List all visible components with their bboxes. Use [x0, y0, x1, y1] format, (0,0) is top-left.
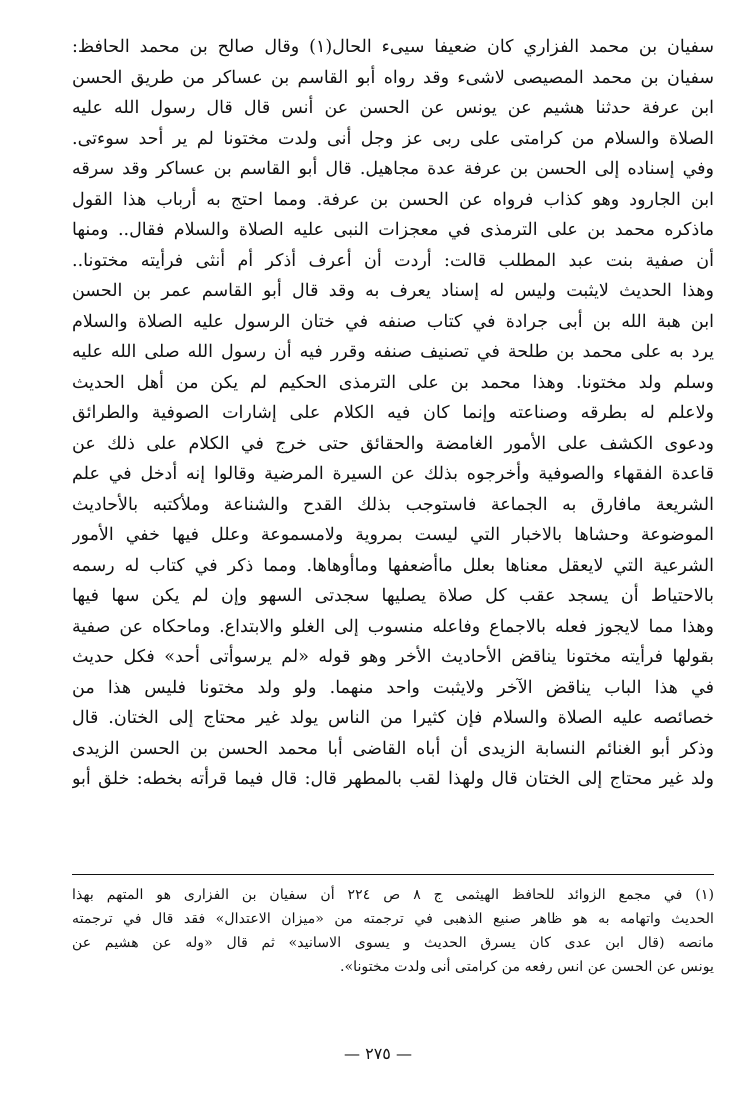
body-line: يرد به على محمد بن طلحة في تصنيف صنفه وقرر فيه أن رسول الله صلى الله عليه	[72, 342, 714, 362]
body-line: وذكر أبو الغنائم النسابة الزيدى أن أباه القاضى أبا محمد الحسن بن الحسن الزيدى	[72, 738, 714, 759]
body-line: خصائصه عليه الصلاة والسلام فإن كثيرا من الناس يولد غير محتاج إلى الختان. قال	[72, 708, 714, 728]
body-line: ابن هبة الله بن أبى جرادة في كتاب صنفه في ختان الرسول عليه الصلاة والسلام	[72, 311, 714, 332]
footnote-line: (١) في مجمع الزوائد للحافظ الهيثمى ج ٨ ص ٢٢٤ أن سفيان بن الفزارى هو المتهم بهذا	[72, 887, 714, 903]
footnote-line: الحديث واتهامه به هو ظاهر صنيع الذهبى في ترجمته من «ميزان الاعتدال» فقد قال في ترجمته	[72, 911, 714, 927]
main-text	[72, 32, 714, 795]
body-line: قاعدة الفقهاء والصوفية وأخرجوه بذلك عن السيرة المرضية وقالوا إنه أدخل في علم	[72, 464, 714, 484]
body-line: ولاعلم له بطرقه وصناعته وإنما كان فيه الكلام على إشارات الصوفية والطرائق	[72, 403, 714, 423]
body-line: ودعوى الكشف على الأمور الغامضة والحقائق حتى خرج في الكلام على ذلك عن	[72, 433, 714, 454]
body-line: ماذكره محمد بن على الترمذى في معجزات النبى عليه الصلاة والسلام فقال.. ومنها	[72, 220, 714, 240]
body-line: وسلم ولد مختونا. وهذا محمد بن على الترمذى الحكيم لم يكن من أهل الحديث	[72, 372, 714, 393]
body-line: وهذا الحديث لايثبت وليس له إسناد يعرف به وقد قال أبو القاسم عمر بن الحسن	[72, 281, 714, 301]
body-line: الصلاة والسلام من كرامتى على ربى عز وجل أنى ولدت مختونا لم ير أحد سوءتى.	[72, 128, 714, 149]
footnotes	[72, 883, 714, 979]
body-line: سفيان بن محمد الفزاري كان ضعيفا سيىء الحال(١) وقال صالح بن محمد الحافظ:	[72, 37, 714, 57]
body-line: الموضوعة وحشاها بالاخبار التي ليست بمروية ولامسموعة وعلل فيها خفي الأمور	[72, 525, 714, 545]
body-line: في هذا الباب يناقض الآخر ولايثبت واحد منهما. ولو ولد مختونا فليس هذا من	[72, 677, 714, 698]
footnote-line: مانصه (قال ابن عدى كان يسرق الحديث و يسوى الاسانيد» ثم قال «وله عن هشيم عن	[72, 935, 714, 951]
body-line: ولد غير محتاج إلى الختان قال ولهذا لقب بالمطهر قال: قال فيما قرأته بخطه: خلق أبو	[72, 769, 714, 789]
footnote-separator	[72, 874, 714, 875]
body-line: أن صفية بنت عبد المطلب قالت: أردت أن أعرف أذكر أم أنثى فرأيته مختونا..	[72, 250, 714, 271]
body-line: ابن عرفة حدثنا هشيم عن يونس عن الحسن عن أنس قال قال رسول الله عليه	[72, 98, 714, 118]
body-line: ابن الجارود وهو كذاب فرواه عن الحسن بن عرفة. ومما احتج به أرباب هذا القول	[72, 189, 714, 210]
body-line: وفي إسناده إلى الحسن بن عرفة عدة مجاهيل. قال أبو القاسم بن عساكر وقد سرقه	[72, 159, 714, 179]
body-line: وهذا مما لايجوز فعله بالاجماع وفاعله منسوب إلى الغلو والابتداع. وماحكاه عن صفية	[72, 616, 714, 637]
page-number: — ٢٧٥ —	[344, 1044, 412, 1063]
body-line: الشرعية التي لايعقل معناها بعلل ماأضعفها وماأوهاها. ومما ذكر في كتاب له رسمه	[72, 555, 714, 576]
body-line: بالاحتياط أن يسجد عقب كل صلاة يصليها سجدتى السهو وإن لم يكن سها فيها	[72, 586, 714, 606]
body-line: بقولها فرأيته مختونا يناقض الأحاديث الأخر وهو قوله «لم يرسوأتى أحد» فكل حديث	[72, 647, 714, 667]
footnote-line: يونس عن الحسن عن انس رفعه من كرامتى أنى ولدت مختونا».	[339, 959, 714, 975]
body-line: سفيان بن محمد المصيصى لاشىء وقد رواه أبو القاسم بن عساكر من طريق الحسن	[72, 67, 714, 88]
body-line: الشريعة مافارق به الجماعة فاستوجب بذلك القدح والشناعة وملأكتبه بالأحاديث	[72, 494, 714, 515]
